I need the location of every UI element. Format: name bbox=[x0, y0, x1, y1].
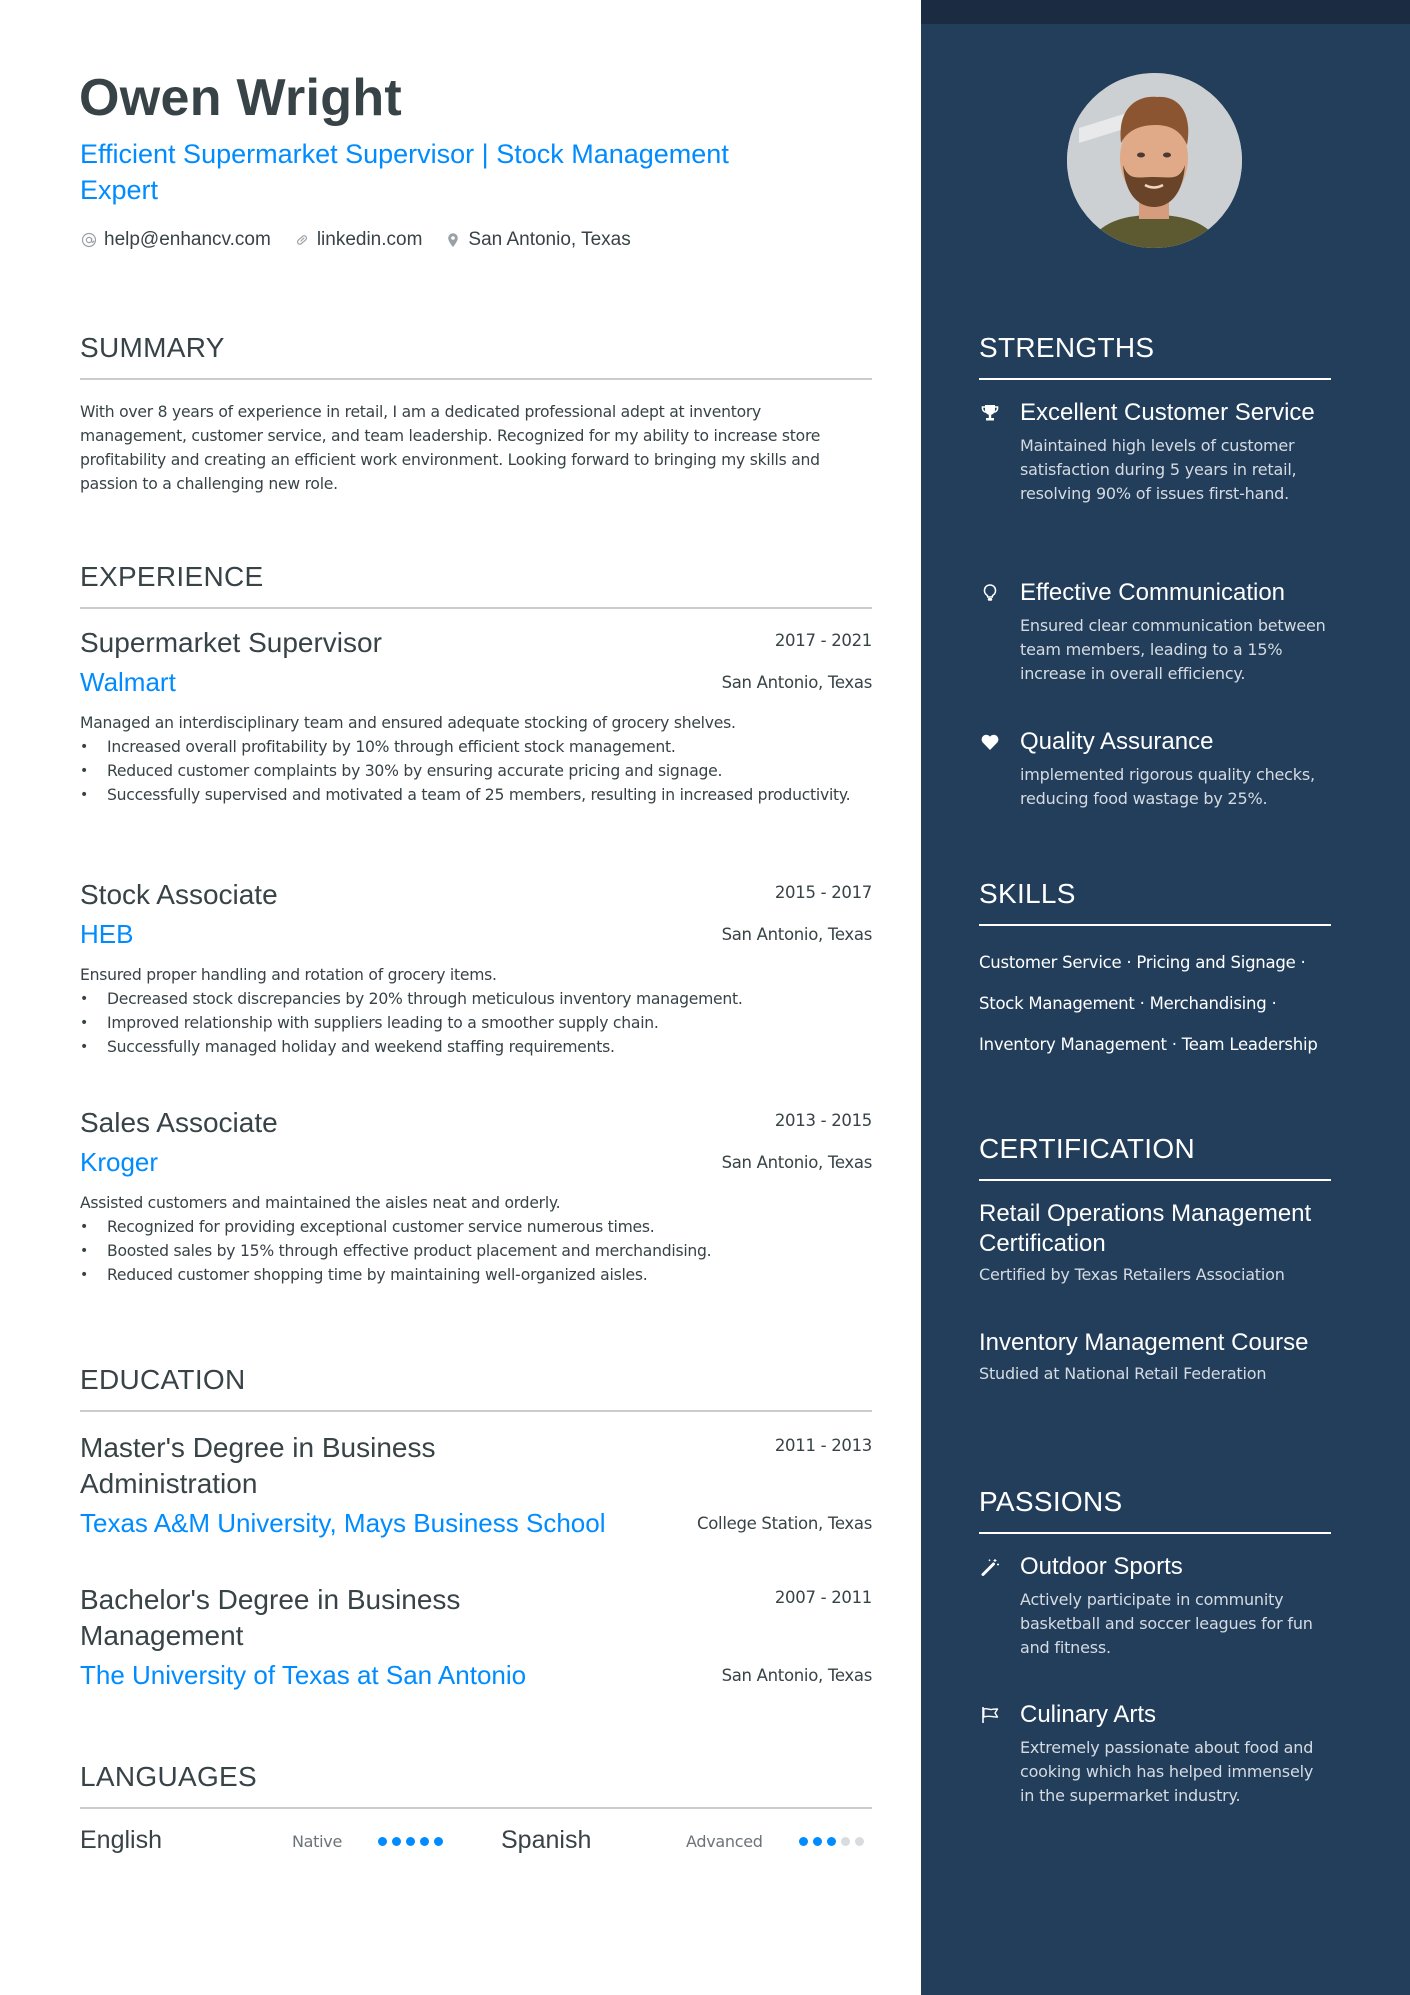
trophy-icon bbox=[979, 402, 1001, 424]
company-name: Walmart bbox=[80, 667, 176, 697]
certification-issuer: Certified by Texas Retailers Association bbox=[979, 1265, 1285, 1284]
section-divider bbox=[80, 1410, 872, 1412]
section-title: STRENGTHS bbox=[979, 332, 1155, 363]
job-location: San Antonio, Texas bbox=[721, 924, 872, 944]
education-entry bbox=[80, 1582, 872, 1692]
section-title: LANGUAGES bbox=[80, 1761, 257, 1792]
education-entry bbox=[80, 1430, 872, 1540]
lightbulb-icon bbox=[979, 582, 1001, 604]
job-title: Stock Associate bbox=[80, 879, 278, 910]
section-title: EDUCATION bbox=[80, 1364, 246, 1395]
achievement-item: • Increased overall profitability by 10% through efficient stock management. bbox=[80, 735, 872, 759]
achievement-list bbox=[80, 987, 872, 1059]
passions-section bbox=[979, 1484, 1331, 1864]
strength-item bbox=[979, 398, 1331, 506]
strength-item bbox=[979, 578, 1331, 686]
skills-list bbox=[979, 942, 1331, 1065]
certification-title: Retail Operations Management Certification bbox=[979, 1200, 1312, 1257]
skill-tag: Pricing and Signage bbox=[1136, 953, 1296, 972]
candidate-name: Owen Wright bbox=[79, 69, 402, 127]
language-level: Advanced bbox=[686, 1832, 763, 1851]
job-title: Supermarket Supervisor bbox=[80, 627, 382, 658]
experience-entry bbox=[80, 1105, 872, 1287]
rating-dot-filled bbox=[406, 1837, 415, 1846]
section-title: EXPERIENCE bbox=[80, 561, 264, 592]
achievement-item: • Reduced customer shopping time by maintaining well-organized aisles. bbox=[80, 1263, 872, 1287]
profile-photo bbox=[1067, 73, 1242, 248]
magic-wand-icon bbox=[979, 1556, 1001, 1578]
strength-item bbox=[979, 727, 1331, 811]
education-section bbox=[80, 1362, 872, 1702]
contact-linkedin[interactable] bbox=[293, 229, 423, 251]
skills-section bbox=[979, 876, 1331, 1065]
achievement-item: • Successfully managed holiday and weekend staffing requirements. bbox=[80, 1035, 872, 1059]
passion-title: Culinary Arts bbox=[1020, 1701, 1157, 1728]
certification-item bbox=[979, 1199, 1331, 1287]
job-description: Assisted customers and maintained the aisles neat and orderly. bbox=[80, 1194, 561, 1212]
language-name: Spanish bbox=[501, 1826, 592, 1854]
achievement-list bbox=[80, 1215, 872, 1287]
achievement-item: • Reduced customer complaints by 30% by ensuring accurate pricing and signage. bbox=[80, 759, 872, 783]
language-rating bbox=[799, 1837, 869, 1846]
job-location: San Antonio, Texas bbox=[721, 1152, 872, 1172]
rating-dot-filled bbox=[813, 1837, 822, 1846]
passion-item bbox=[979, 1552, 1331, 1660]
education-location: San Antonio, Texas bbox=[721, 1665, 872, 1685]
section-title: CERTIFICATION bbox=[979, 1133, 1195, 1164]
rating-dot-empty bbox=[841, 1837, 850, 1846]
sidebar-top-band bbox=[921, 0, 1410, 24]
skill-separator: · bbox=[1300, 953, 1306, 972]
section-divider bbox=[979, 1179, 1331, 1181]
contact-location-text: San Antonio, Texas bbox=[468, 229, 631, 250]
candidate-headline: Efficient Supermarket Supervisor | Stock Management Expert bbox=[80, 139, 729, 205]
job-title: Sales Associate bbox=[80, 1107, 278, 1138]
language-rating bbox=[378, 1837, 448, 1846]
rating-dot-filled bbox=[378, 1837, 387, 1846]
section-divider bbox=[80, 378, 872, 380]
strength-description: Maintained high levels of customer satisfaction during 5 years in retail, resolving 90% of issues first-hand. bbox=[1020, 436, 1297, 503]
section-divider bbox=[80, 607, 872, 609]
rating-dot-filled bbox=[799, 1837, 808, 1846]
rating-dot-filled bbox=[434, 1837, 443, 1846]
certification-section bbox=[979, 1131, 1331, 1431]
strength-title: Effective Communication bbox=[1020, 579, 1286, 606]
job-dates: 2015 - 2017 bbox=[774, 883, 872, 902]
contact-email[interactable] bbox=[80, 229, 271, 251]
achievement-item: • Decreased stock discrepancies by 20% through meticulous inventory management. bbox=[80, 987, 872, 1011]
achievement-item: • Successfully supervised and motivated a team of 25 members, resulting in increased productivity. bbox=[80, 783, 872, 807]
summary-section bbox=[80, 330, 872, 496]
section-title: PASSIONS bbox=[979, 1486, 1123, 1517]
passion-description: Actively participate in community basketball and soccer leagues for fun and fitness. bbox=[1020, 1590, 1313, 1657]
school-name: The University of Texas at San Antonio bbox=[80, 1660, 527, 1690]
skill-separator: · bbox=[1171, 1035, 1177, 1054]
education-location: College Station, Texas bbox=[697, 1513, 872, 1533]
education-dates: 2011 - 2013 bbox=[774, 1436, 872, 1455]
section-title: SUMMARY bbox=[80, 332, 225, 363]
skill-separator: · bbox=[1139, 994, 1145, 1013]
section-title: SKILLS bbox=[979, 878, 1076, 909]
skill-separator: · bbox=[1126, 953, 1132, 972]
languages-section bbox=[80, 1759, 872, 1809]
job-dates: 2017 - 2021 bbox=[774, 631, 872, 650]
flag-icon bbox=[979, 1704, 1001, 1726]
job-location: San Antonio, Texas bbox=[721, 672, 872, 692]
passion-title: Outdoor Sports bbox=[1020, 1553, 1183, 1580]
section-divider bbox=[979, 378, 1331, 380]
education-dates: 2007 - 2011 bbox=[774, 1588, 872, 1607]
strength-description: Ensured clear communication between team members, leading to a 15% increase in overall efficiency. bbox=[1020, 616, 1326, 683]
company-name: Kroger bbox=[80, 1147, 159, 1177]
languages-list bbox=[80, 1826, 872, 1862]
summary-text: With over 8 years of experience in retail, I am a dedicated professional adept at inventory management, customer service, and team leadership. Recognized for my ability to increase store profitability and creating an efficient work environment. Looking forward to bringing my skills and passion to a challenging new role. bbox=[80, 403, 821, 493]
person-photo-icon bbox=[1067, 73, 1242, 248]
contact-email-text: help@enhancv.com bbox=[104, 229, 271, 250]
achievement-item: • Boosted sales by 15% through effective product placement and merchandising. bbox=[80, 1239, 872, 1263]
skill-tag: Inventory Management bbox=[979, 1035, 1167, 1054]
passion-description: Extremely passionate about food and cooking which has helped immensely in the supermarket industry. bbox=[1020, 1738, 1314, 1805]
strength-description: implemented rigorous quality checks, reducing food wastage by 25%. bbox=[1020, 765, 1315, 808]
section-divider bbox=[979, 1532, 1331, 1534]
rating-dot-filled bbox=[392, 1837, 401, 1846]
rating-dot-filled bbox=[420, 1837, 429, 1846]
achievement-item: • Recognized for providing exceptional customer service numerous times. bbox=[80, 1215, 872, 1239]
skill-tag: Team Leadership bbox=[1181, 1035, 1318, 1054]
language-level: Native bbox=[292, 1832, 343, 1851]
job-description: Managed an interdisciplinary team and ensured adequate stocking of grocery shelves. bbox=[80, 714, 736, 732]
language-name: English bbox=[80, 1826, 162, 1854]
section-divider bbox=[979, 924, 1331, 926]
certification-issuer: Studied at National Retail Federation bbox=[979, 1364, 1267, 1383]
experience-entry bbox=[80, 625, 872, 807]
company-name: HEB bbox=[80, 919, 134, 949]
strengths-section bbox=[979, 330, 1331, 810]
job-description: Ensured proper handling and rotation of grocery items. bbox=[80, 966, 497, 984]
sidebar bbox=[921, 0, 1410, 1995]
strength-title: Excellent Customer Service bbox=[1020, 399, 1315, 426]
certification-item bbox=[979, 1328, 1331, 1386]
skill-tag: Stock Management bbox=[979, 994, 1135, 1013]
certification-title: Inventory Management Course bbox=[979, 1329, 1309, 1356]
experience-entry bbox=[80, 877, 872, 1059]
school-name: Texas A&M University, Mays Business School bbox=[80, 1508, 606, 1538]
skill-tag: Customer Service bbox=[979, 953, 1122, 972]
contact-location bbox=[444, 229, 630, 251]
experience-section bbox=[80, 559, 872, 1319]
contact-bar bbox=[80, 229, 653, 251]
heart-icon bbox=[979, 731, 1001, 753]
degree-title: Bachelor's Degree in Business Management bbox=[80, 1584, 461, 1651]
achievement-list bbox=[80, 735, 872, 807]
passion-item bbox=[979, 1700, 1331, 1808]
contact-linkedin-text: linkedin.com bbox=[316, 229, 423, 250]
job-dates: 2013 - 2015 bbox=[774, 1111, 872, 1130]
skill-separator: · bbox=[1271, 994, 1277, 1013]
location-pin-icon bbox=[444, 231, 462, 249]
achievement-item: • Improved relationship with suppliers leading to a smoother supply chain. bbox=[80, 1011, 872, 1035]
rating-dot-filled bbox=[827, 1837, 836, 1846]
at-icon bbox=[80, 231, 98, 249]
rating-dot-empty bbox=[855, 1837, 864, 1846]
section-divider bbox=[80, 1807, 872, 1809]
skill-tag: Merchandising bbox=[1149, 994, 1267, 1013]
degree-title: Master's Degree in Business Administration bbox=[80, 1432, 436, 1499]
link-icon bbox=[293, 231, 311, 249]
strength-title: Quality Assurance bbox=[1020, 728, 1214, 755]
